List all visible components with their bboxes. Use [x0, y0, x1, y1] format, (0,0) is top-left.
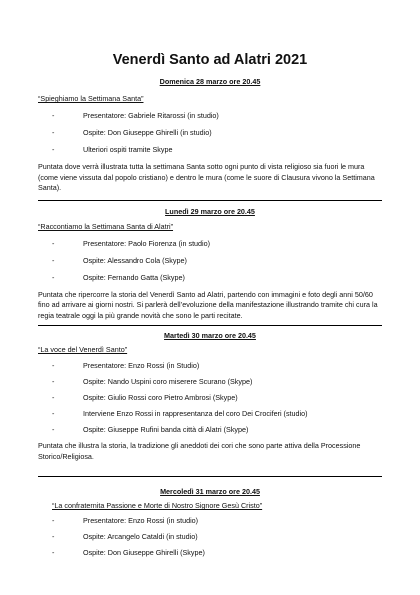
day-3-show-title: “La voce del Venerdì Santo” — [38, 345, 128, 354]
day-3-description: Puntata che illustra la storia, la tradizione gli aneddoti dei cori che sono parte attiva della Processione Storico/Religiosa. — [38, 441, 361, 461]
day-3-item-3: - Ospite: Giulio Rossi coro Pietro Ambrosi (Skype) — [52, 393, 238, 402]
day-3-item-5: - Ospite: Giuseppe Rufini banda città di Alatri (Skype) — [52, 425, 249, 434]
day-1-show-title: “Spieghiamo la Settimana Santa” — [38, 94, 144, 103]
day-3-item-1: - Presentatore: Enzo Rossi (in Studio) — [52, 361, 200, 370]
document-title: Venerdì Santo ad Alatri 2021 — [112, 52, 308, 68]
day-2-item-1: - Presentatore: Paolo Fiorenza (in studio) — [52, 238, 211, 248]
day-2-description: Puntata che ripercorre la storia del Venerdì Santo ad Alatri, partendo con immagini e foto degli anni 50/60 fino ad arrivare ai giorni nostri. Si parlerà dell’evoluzione della manifestazione illustrando tramite chi cura la regia teatrale oggi la più grande novità che sono le parti recitate. — [38, 289, 378, 320]
day-1-date: Domenica 28 marzo ore 20.45 — [159, 77, 261, 86]
day-3-date: Martedì 30 marzo ore 20.45 — [164, 331, 256, 340]
day-4-date: Mercoledì 31 marzo ore 20.45 — [160, 487, 260, 496]
day-1-item-2: - Ospite: Don Giuseppe Ghirelli (in studio) — [52, 128, 212, 137]
day-1-description: Puntata dove verrà illustrata tutta la settimana Santa sotto ogni punto di vista religioso sia fuori le mura (come viene vissuta dal popolo cristiano) e dentro le mura (come le suore di Clausura vivono la Settimana Santa). — [38, 162, 375, 192]
day-1-item-3: - Ulteriori ospiti tramite Skype — [52, 145, 173, 154]
day-4-item-1: - Presentatore: Enzo Rossi (in studio) — [52, 516, 199, 525]
day-2-item-2: - Ospite: Alessandro Cola (Skype) — [52, 255, 187, 265]
day-1-item-1: - Presentatore: Gabriele Ritarossi (in studio) — [52, 111, 219, 120]
day-4-show-title: “La confraternita Passione e Morte di Nostro Signore Gesù Cristo” — [52, 501, 263, 510]
day-2-show-title: “Raccontiamo la Settimana Santa di Alatri” — [38, 221, 174, 231]
day-3-item-4: - Interviene Enzo Rossi in rappresentanza del coro Dei Crociferi (studio) — [52, 409, 308, 418]
day-2-item-3: - Ospite: Fernando Gatta (Skype) — [52, 272, 185, 282]
divider — [38, 200, 382, 201]
day-4-item-2: - Ospite: Arcangelo Cataldi (in studio) — [52, 532, 198, 541]
day-2-date: Lunedì 29 marzo ore 20.45 — [165, 206, 255, 216]
day-3-item-2: - Ospite: Nando Uspini coro miserere Scurano (Skype) — [52, 377, 253, 386]
day-4-item-3: - Ospite: Don Giuseppe Ghirelli (Skype) — [52, 548, 205, 557]
divider — [38, 325, 382, 326]
divider — [38, 476, 382, 477]
